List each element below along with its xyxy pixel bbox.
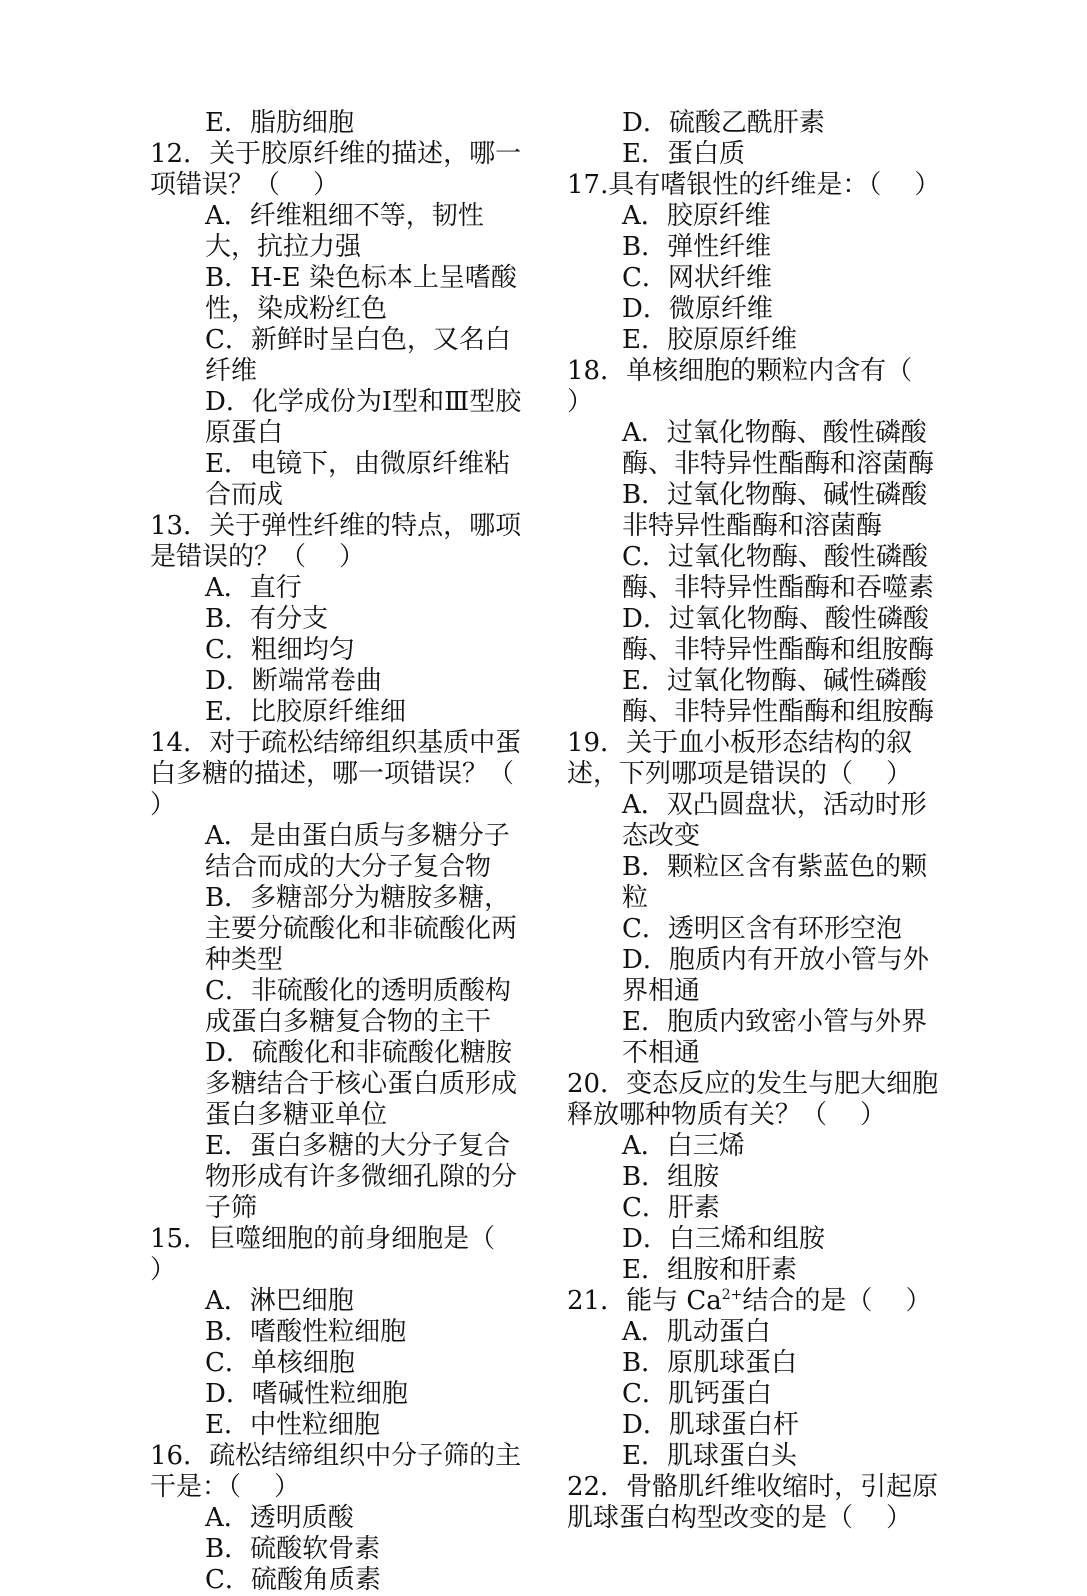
question-21-text xyxy=(567,1286,947,1317)
question-15 xyxy=(150,1224,530,1441)
option-label: E． xyxy=(622,1007,667,1037)
option-12-b[interactable] xyxy=(150,263,530,325)
option-18-d[interactable] xyxy=(567,604,947,666)
option-14-c[interactable] xyxy=(150,976,530,1038)
option-label: A． xyxy=(205,201,250,231)
option-label: B． xyxy=(622,1162,668,1192)
question-number: 18． xyxy=(567,356,627,386)
question-stem: 对于疏松结缔组织基质中蛋白多糖的描述，哪一项错误？（ ） xyxy=(150,728,548,820)
option-19-d[interactable] xyxy=(567,945,947,1007)
question-12 xyxy=(150,139,530,511)
option-16-b[interactable] xyxy=(150,1534,530,1565)
option-text: 非硫酸化的透明质酸构成蛋白多糖复合物的主干 xyxy=(205,976,511,1037)
question-number: 15． xyxy=(150,1224,210,1254)
question-stem-end: 结合的是（ ） xyxy=(742,1286,932,1316)
option-21-c[interactable] xyxy=(567,1379,947,1410)
option-text: 微原纤维 xyxy=(668,294,773,324)
option-17-e[interactable] xyxy=(567,325,947,356)
option-text: 白三烯和组胺 xyxy=(668,1224,825,1254)
option-text: 双凸圆盘状，活动时形态改变 xyxy=(622,790,927,851)
question-stem: 关于胶原纤维的描述，哪一项错误？（ ） xyxy=(150,139,522,200)
question-number: 12． xyxy=(150,139,210,169)
option-text: 肌球蛋白头 xyxy=(666,1441,797,1471)
option-label: C． xyxy=(205,635,251,665)
option-label: D． xyxy=(622,604,669,634)
option-text: 网状纤维 xyxy=(667,263,772,293)
right-column xyxy=(567,108,947,1534)
question-18-text xyxy=(567,356,947,418)
option-label: E． xyxy=(205,1410,250,1440)
option-label: B． xyxy=(205,263,251,293)
option-text: 电镜下，由微原纤维粘合而成 xyxy=(205,449,510,510)
option-text: 过氧化物酶、酸性磷酸酶、非特异性酯酶和溶菌酶 xyxy=(622,418,935,479)
option-17-b[interactable] xyxy=(567,232,947,263)
option-label: A． xyxy=(622,1131,667,1161)
option-label: C． xyxy=(622,542,668,572)
option-text: 肌钙蛋白 xyxy=(667,1379,772,1409)
option-18-a[interactable] xyxy=(567,418,947,480)
option-18-b[interactable] xyxy=(567,480,947,542)
question-number: 17. xyxy=(567,170,609,200)
option-label: B． xyxy=(622,480,668,510)
question-19 xyxy=(567,728,947,1069)
question-stem: 单核细胞的颗粒内含有（ ） xyxy=(567,356,946,417)
option-16-d[interactable] xyxy=(567,108,947,139)
option-label: B． xyxy=(205,1317,251,1347)
option-label: A． xyxy=(205,1503,250,1533)
option-20-d[interactable] xyxy=(567,1224,947,1255)
option-text: 颗粒区含有紫蓝色的颗粒 xyxy=(622,852,928,913)
question-number: 20． xyxy=(567,1069,627,1099)
option-19-e[interactable] xyxy=(567,1007,947,1069)
option-text: 透明区含有环形空泡 xyxy=(667,914,902,944)
option-21-e[interactable] xyxy=(567,1441,947,1472)
option-text: 多糖部分为糖胺多糖，主要分硫酸化和非硫酸化两种类型 xyxy=(205,883,518,975)
option-text: 比胶原纤维细 xyxy=(249,697,406,727)
option-text: 硫酸化和非硫酸化糖胺多糖结合于核心蛋白质形成蛋白多糖亚单位 xyxy=(205,1038,518,1130)
option-text: 肌动蛋白 xyxy=(666,1317,771,1347)
option-text: 硫酸软骨素 xyxy=(250,1534,381,1564)
question-number: 22． xyxy=(567,1472,627,1502)
option-label: C． xyxy=(205,1565,251,1595)
option-17-d[interactable] xyxy=(567,294,947,325)
option-20-e[interactable] xyxy=(567,1255,947,1286)
option-18-e[interactable] xyxy=(567,666,947,728)
option-19-c[interactable] xyxy=(567,914,947,945)
option-label: C． xyxy=(622,1193,668,1223)
option-label: B． xyxy=(205,883,251,913)
question-stem: 能与 Ca xyxy=(626,1286,722,1316)
question-19-text xyxy=(567,728,947,790)
question-16 xyxy=(150,1441,530,1596)
option-label: B． xyxy=(622,1348,668,1378)
option-label: E． xyxy=(205,697,250,727)
option-text: 组胺 xyxy=(667,1162,720,1192)
option-13-b[interactable] xyxy=(150,604,530,635)
option-15-c[interactable] xyxy=(150,1348,530,1379)
option-14-a[interactable] xyxy=(150,821,530,883)
option-text: 蛋白质 xyxy=(666,139,745,169)
option-text: 原肌球蛋白 xyxy=(667,1348,798,1378)
option-label: E． xyxy=(622,666,667,696)
question-21 xyxy=(567,1286,947,1472)
option-13-e[interactable] xyxy=(150,697,530,728)
option-text: 中性粒细胞 xyxy=(249,1410,380,1440)
option-text: 是由蛋白质与多糖分子结合而成的大分子复合物 xyxy=(205,821,510,882)
option-label: B． xyxy=(205,1534,251,1564)
option-label: E． xyxy=(205,449,250,479)
option-20-a[interactable] xyxy=(567,1131,947,1162)
option-label: E． xyxy=(622,1255,667,1285)
question-number: 14． xyxy=(150,728,210,758)
option-16-c[interactable] xyxy=(150,1565,530,1596)
option-label: A． xyxy=(622,790,667,820)
option-text: 粗细均匀 xyxy=(250,635,355,665)
option-label: C． xyxy=(622,914,668,944)
option-label: C． xyxy=(622,1379,668,1409)
option-label: D． xyxy=(205,666,252,696)
option-text: 硫酸角质素 xyxy=(250,1565,381,1595)
option-label: D． xyxy=(622,294,669,324)
option-18-c[interactable] xyxy=(567,542,947,604)
option-label: D． xyxy=(205,387,252,417)
option-14-e[interactable] xyxy=(150,1131,530,1224)
option-text: 蛋白多糖的大分子复合物形成有许多微细孔隙的分子筛 xyxy=(205,1131,518,1223)
option-20-c[interactable] xyxy=(567,1193,947,1224)
option-label: E． xyxy=(205,1131,250,1161)
option-21-b[interactable] xyxy=(567,1348,947,1379)
option-text: 直行 xyxy=(249,573,302,603)
superscript: 2+ xyxy=(721,1287,743,1303)
option-13-d[interactable] xyxy=(150,666,530,697)
option-text: 肌球蛋白杆 xyxy=(668,1410,799,1440)
carry-option: E．脂肪细胞 xyxy=(205,108,354,138)
option-text: 硫酸乙酰肝素 xyxy=(668,108,825,138)
option-label: A． xyxy=(622,201,667,231)
question-17 xyxy=(567,170,947,356)
option-label: D． xyxy=(622,945,669,975)
option-text: 断端常卷曲 xyxy=(251,666,382,696)
option-17-a[interactable] xyxy=(567,201,947,232)
question-stem: 疏松结缔组织中分子筛的主干是：（ ） xyxy=(150,1441,522,1502)
option-text: 胞质内有开放小管与外界相通 xyxy=(622,945,929,1006)
option-label: D． xyxy=(622,108,669,138)
option-label: A． xyxy=(205,1286,250,1316)
option-text: 过氧化物酶、碱性磷酸酶、非特异性酯酶和组胺酶 xyxy=(622,666,935,727)
question-stem: 变态反应的发生与肥大细胞释放哪种物质有关？（ ） xyxy=(567,1069,939,1130)
option-14-b[interactable] xyxy=(150,883,530,976)
option-16-e[interactable] xyxy=(567,139,947,170)
option-12-a[interactable] xyxy=(150,201,530,263)
question-16-text xyxy=(150,1441,530,1503)
option-label: D． xyxy=(622,1410,669,1440)
option-text: H-E 染色标本上呈嗜酸性，染成粉红色 xyxy=(205,263,517,324)
question-stem: 关于血小板形态结构的叙述，下列哪项是错误的（ ） xyxy=(567,728,913,789)
option-label: A． xyxy=(205,821,250,851)
option-17-c[interactable] xyxy=(567,263,947,294)
option-19-b[interactable] xyxy=(567,852,947,914)
option-20-b[interactable] xyxy=(567,1162,947,1193)
question-14 xyxy=(150,728,548,1224)
option-text: 化学成份为Ⅰ型和Ⅲ型胶原蛋白 xyxy=(205,387,522,448)
option-12-e[interactable] xyxy=(150,449,530,511)
question-number: 21． xyxy=(567,1286,627,1316)
option-label: C． xyxy=(205,325,251,355)
option-label: C． xyxy=(205,976,251,1006)
question-stem: 关于弹性纤维的特点，哪项是错误的？（ ） xyxy=(150,511,522,572)
option-text: 嗜碱性粒细胞 xyxy=(251,1379,408,1409)
option-text: 透明质酸 xyxy=(249,1503,354,1533)
option-21-d[interactable] xyxy=(567,1410,947,1441)
question-15-text xyxy=(150,1224,530,1286)
option-label: A． xyxy=(622,1317,667,1347)
option-15-a[interactable] xyxy=(150,1286,530,1317)
option-text: 过氧化物酶、酸性磷酸酶、非特异性酯酶和组胺酶 xyxy=(622,604,935,665)
option-label: A． xyxy=(622,418,667,448)
option-text: 胞质内致密小管与外界不相通 xyxy=(622,1007,927,1068)
question-22-text xyxy=(567,1472,947,1534)
option-15-b[interactable] xyxy=(150,1317,530,1348)
option-14-d[interactable] xyxy=(150,1038,530,1131)
option-label: D． xyxy=(205,1038,252,1068)
option-16-a[interactable] xyxy=(150,1503,530,1534)
option-text: 单核细胞 xyxy=(250,1348,355,1378)
option-13-a[interactable] xyxy=(150,573,530,604)
question-number: 16． xyxy=(150,1441,210,1471)
option-text: 胶原纤维 xyxy=(666,201,771,231)
option-text: 白三烯 xyxy=(666,1131,745,1161)
option-text: 有分支 xyxy=(250,604,329,634)
option-12-c[interactable] xyxy=(150,325,530,387)
option-13-c[interactable] xyxy=(150,635,530,666)
option-label: B． xyxy=(622,232,668,262)
option-label: A． xyxy=(205,573,250,603)
option-text: 胶原原纤维 xyxy=(666,325,797,355)
option-15-d[interactable] xyxy=(150,1379,530,1410)
option-label: E． xyxy=(622,325,667,355)
option-15-e[interactable] xyxy=(150,1410,530,1441)
question-stem: 骨骼肌纤维收缩时，引起原肌球蛋白构型改变的是（ ） xyxy=(567,1472,939,1533)
question-20-text xyxy=(567,1069,947,1131)
option-text: 淋巴细胞 xyxy=(249,1286,354,1316)
option-21-a[interactable] xyxy=(567,1317,947,1348)
option-text: 新鲜时呈白色，又名白纤维 xyxy=(205,325,511,386)
option-text: 嗜酸性粒细胞 xyxy=(250,1317,407,1347)
option-text: 过氧化物酶、酸性磷酸酶、非特异性酯酶和吞噬素 xyxy=(622,542,935,603)
option-label: E． xyxy=(622,1441,667,1471)
question-13 xyxy=(150,511,530,728)
question-22 xyxy=(567,1472,947,1534)
option-text: 纤维粗细不等，韧性大，抗拉力强 xyxy=(205,201,484,262)
question-17-text xyxy=(567,170,947,201)
question-14-text xyxy=(150,728,548,821)
question-12-text xyxy=(150,139,530,201)
option-text: 弹性纤维 xyxy=(667,232,772,262)
option-12-d[interactable] xyxy=(150,387,530,449)
question-18 xyxy=(567,356,947,728)
question-20 xyxy=(567,1069,947,1286)
option-label: E． xyxy=(622,139,667,169)
question-stem: 巨噬细胞的前身细胞是（ ） xyxy=(150,1224,529,1285)
left-column xyxy=(150,108,548,1596)
question-number: 13． xyxy=(150,511,210,541)
question-13-text xyxy=(150,511,530,573)
option-text: 过氧化物酶、碱性磷酸非特异性酯酶和溶菌酶 xyxy=(622,480,928,541)
option-text: 肝素 xyxy=(667,1193,720,1223)
option-label: B． xyxy=(205,604,251,634)
option-label: B． xyxy=(622,852,668,882)
question-stem: 具有嗜银性的纤维是：（ ） xyxy=(608,170,941,200)
option-19-a[interactable] xyxy=(567,790,947,852)
option-label: D． xyxy=(205,1379,252,1409)
question-number: 19． xyxy=(567,728,627,758)
option-label: C． xyxy=(205,1348,251,1378)
option-label: D． xyxy=(622,1224,669,1254)
option-text: 组胺和肝素 xyxy=(666,1255,797,1285)
option-label: C． xyxy=(622,263,668,293)
